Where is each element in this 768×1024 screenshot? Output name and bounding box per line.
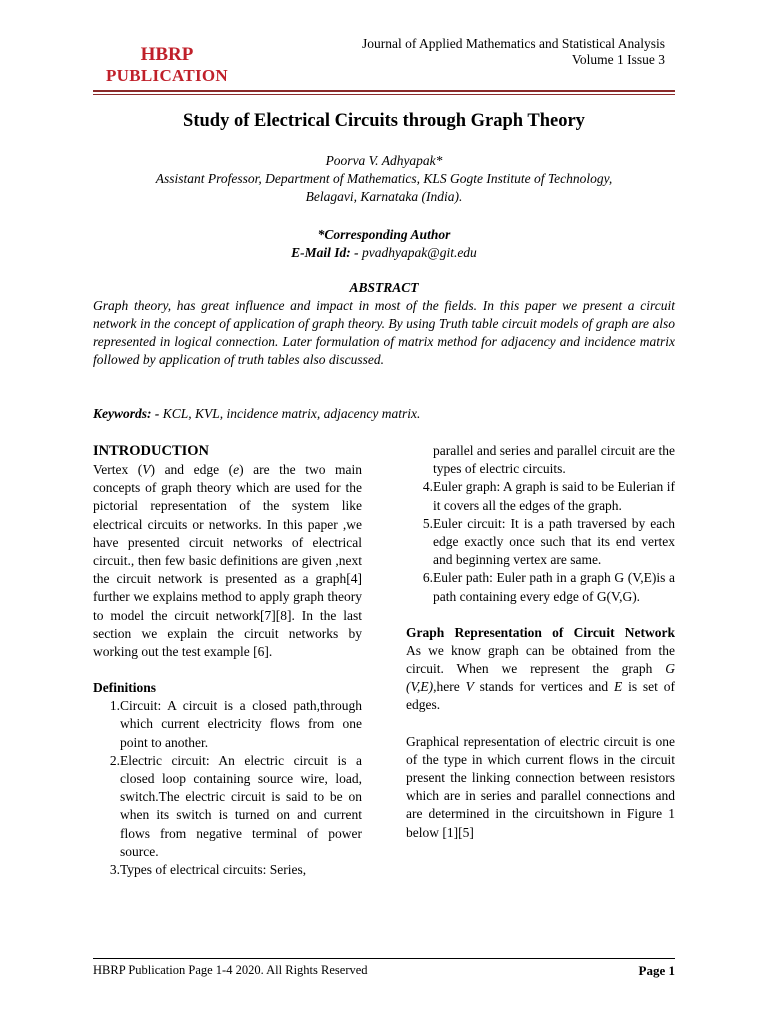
list-item: 4. Euler graph: A graph is said to be Eulerian if it covers all the edges of the graph. [422, 479, 675, 513]
publisher-logo [104, 44, 230, 86]
intro-heading: INTRODUCTION [93, 443, 210, 459]
page-number: Page 1 [638, 963, 675, 978]
publisher-logo-line1: HBRP [140, 44, 194, 65]
paper-title: Study of Electrical Circuits through Graph Theory [183, 111, 585, 131]
journal-volume-issue: Volume 1 Issue 3 [571, 52, 665, 67]
abstract-heading: ABSTRACT [349, 280, 419, 295]
abstract-text: Graph theory, has great influence and impact in most of the fields. In this paper we present a circuit network in the concept of application of graph theory. By using Truth table circuit models of graph are also represented in logical connection. Later formulation of matrix method for adjacency and incidence matrix followed by application of truth tables also discussed. [93, 298, 675, 367]
corresponding-label: *Corresponding Author [317, 227, 451, 242]
intro-paragraph: Vertex (V) and edge (e) are the two main concepts of graph theory which are used for the pictorial representation of the system like electrical circuits or networks. In this paper ,we have presented circuit networks of electrical circuit., then few basic definitions are given ,next the circuit network is presented as a graph[4] further we explains method to apply graph theory to model the circuit network[7][8]. In the last section we explain the circuit networks by working out the test example [6]. [93, 462, 363, 660]
list-item-continuation: parallel and series and parallel circuit are the types of electric circuits. [433, 443, 675, 477]
footer-rule [93, 958, 675, 959]
footer-copyright: HBRP Publication Page 1-4 2020. All Rights Reserved [93, 963, 368, 977]
keywords [93, 406, 420, 422]
list-item: 3. Types of electrical circuits: Series, [109, 862, 307, 878]
left-column [93, 442, 362, 879]
graph-rep-heading: Graph Representation of Circuit Network [406, 624, 675, 640]
journal-header [362, 36, 665, 68]
keywords-text: KCL, KVL, incidence matrix, adjacency matrix. [162, 406, 421, 421]
author-name: Poorva V. Adhyapak* [325, 153, 443, 168]
right-column [406, 442, 675, 842]
graph-rep-paragraph-2: Graphical representation of electric circuit is one of the type in which current flows in the circuit present the linking connection between resistors which are in series and parallel connections and are determined in the circuitshown in Figure 1 below [1][5] [406, 733, 675, 840]
definitions-heading: Definitions [93, 680, 157, 696]
corresponding-block [93, 226, 675, 262]
graph-rep-paragraph-1: As we know graph can be obtained from the circuit. When we represent the graph G (V,E),here V stands for vertices and E is set of edges. [406, 642, 675, 713]
list-item: 5. Euler circuit: It is a path traversed by each edge exactly once such that its end vertex and beginning vertex are same. [422, 515, 675, 568]
keywords-label: Keywords: - [93, 406, 163, 421]
header-rule-thin [93, 94, 675, 95]
affiliation-line2: Belagavi, Karnataka (India). [305, 189, 463, 204]
header-rule [93, 90, 675, 92]
email-address[interactable]: pvadhyapak@git.edu [362, 245, 477, 260]
email-label: E-Mail Id: - [291, 245, 363, 260]
journal-name: Journal of Applied Mathematics and Statistical Analysis [362, 36, 665, 51]
list-item: 6. Euler path: Euler path in a graph G (V,E)is a path containing every edge of G(V,G). [422, 570, 675, 604]
publisher-logo-line2: PUBLICATION [105, 66, 228, 85]
author-block [93, 152, 675, 206]
affiliation-line1: Assistant Professor, Department of Mathematics, KLS Gogte Institute of Technology, [155, 171, 613, 186]
list-item: 1. Circuit: A circuit is a closed path,through which current electricity flows from one point to another. [109, 698, 362, 750]
list-item: 2. Electric circuit: An electric circuit is a closed loop containing source wire, load, switch.The electric circuit is said to be on when its switch is turned on and current flows from negative terminal of power source. [109, 752, 362, 859]
